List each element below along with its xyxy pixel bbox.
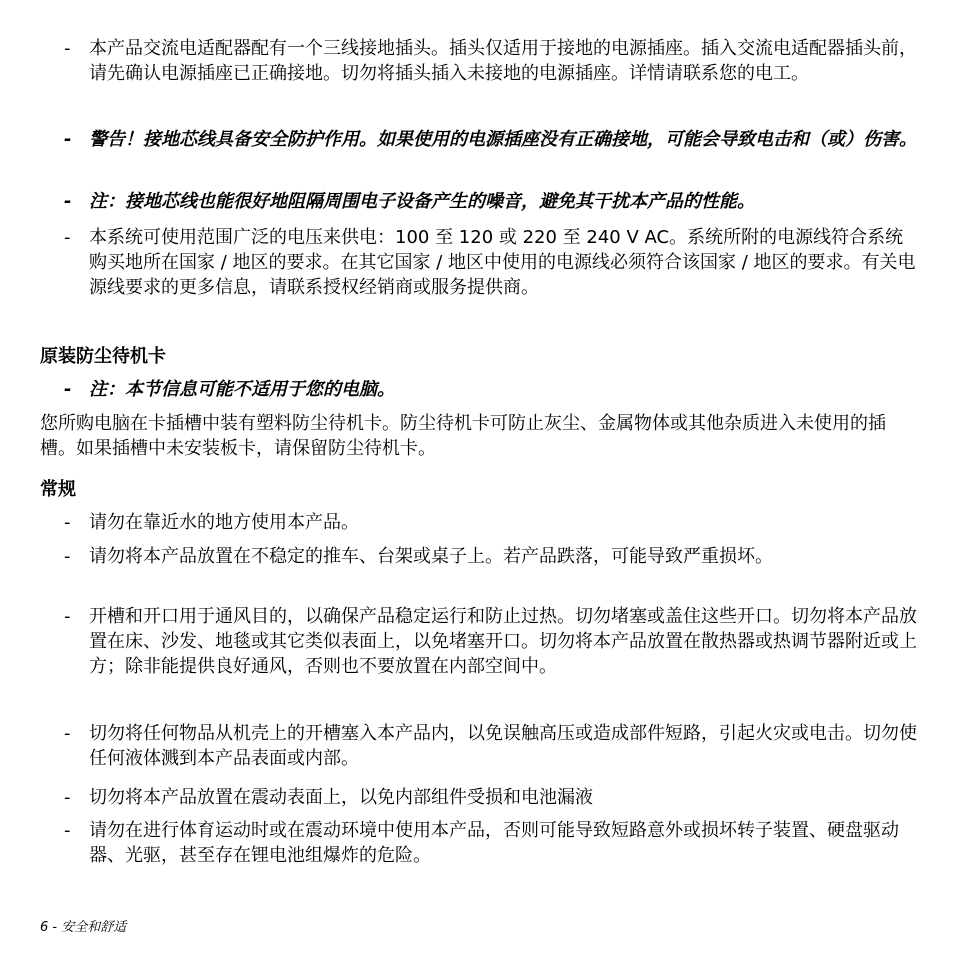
list-item-ventilation [64,604,924,679]
list-item-voltage [64,225,924,300]
list-item-text: 切勿将本产品放置在震动表面上，以免内部组件受损和电池漏液 [89,787,593,808]
section-heading-general: 常规 [40,479,76,500]
list-item-note-noise [64,189,924,214]
list-item-note-applicability [64,377,924,402]
list-item-warning [64,127,924,152]
list-item-text: 本系统可使用范围广泛的电压来供电：100 至 120 或 220 至 240 V AC。系统所附的电源线符合系统购买地所在国家 / 地区的要求。在其它国家 / 地区中使用的电源线必须符合该国家 / 地区的要求。有关电源线要求的更多信息，请联系授权经销商或服务提供商。 [89,227,916,298]
bullet-dash: - [64,129,72,150]
list-item-vibration-surface [64,785,924,810]
bullet-dash: - [64,546,71,567]
page-footer: 6 - 安全和舒适 [40,920,127,935]
bullet-dash: - [64,191,72,212]
note-text: 注：本节信息可能不适用于您的电脑。 [89,379,395,400]
list-item-water [64,510,924,535]
list-item-text: 请勿在靠近水的地方使用本产品。 [89,512,359,533]
bullet-dash: - [64,227,71,248]
list-item-unstable-surface [64,544,924,569]
list-item-text: 请勿在进行体育运动时或在震动环境中使用本产品，否则可能导致短路意外或损坏转子装置、硬盘驱动器、光驱，甚至存在锂电池组爆炸的危险。 [89,820,899,866]
list-item-grounded-plug [64,36,924,86]
warning-text: 警告！接地芯线具备安全防护作用。如果使用的电源插座没有正确接地，可能会导致电击和（或）伤害。 [89,129,917,150]
note-text: 注：接地芯线也能很好地阻隔周围电子设备产生的噪音，避免其干扰本产品的性能。 [89,191,755,212]
bullet-dash: - [64,38,71,59]
bullet-dash: - [64,606,71,627]
list-item-text: 本产品交流电适配器配有一个三线接地插头。插头仅适用于接地的电源插座。插入交流电适配器插头前，请先确认电源插座已正确接地。切勿将插头插入未接地的电源插座。详情请联系您的电工。 [89,38,917,84]
section-heading-dust-card: 原装防尘待机卡 [40,346,166,367]
bullet-dash: - [64,512,71,533]
bullet-dash: - [64,379,72,400]
list-item-foreign-objects [64,721,924,771]
bullet-dash: - [64,723,71,744]
list-item-text: 请勿将本产品放置在不稳定的推车、台架或桌子上。若产品跌落，可能导致严重损坏。 [89,546,773,567]
list-item-text: 切勿将任何物品从机壳上的开槽塞入本产品内，以免误触高压或造成部件短路，引起火灾或电击。切勿使任何液体溅到本产品表面或内部。 [89,723,917,769]
list-item-text: 开槽和开口用于通风目的，以确保产品稳定运行和防止过热。切勿堵塞或盖住这些开口。切勿将本产品放置在床、沙发、地毯或其它类似表面上，以免堵塞开口。切勿将本产品放置在散热器或热调节器附近或上方；除非能提供良好通风，否则也不要放置在内部空间中。 [89,606,917,677]
list-item-sports [64,818,924,868]
bullet-dash: - [64,820,71,841]
paragraph-dust-card: 您所购电脑在卡插槽中装有塑料防尘待机卡。防尘待机卡可防止灰尘、金属物体或其他杂质进入未使用的插槽。如果插槽中未安装板卡，请保留防尘待机卡。 [40,413,886,459]
bullet-dash: - [64,787,71,808]
